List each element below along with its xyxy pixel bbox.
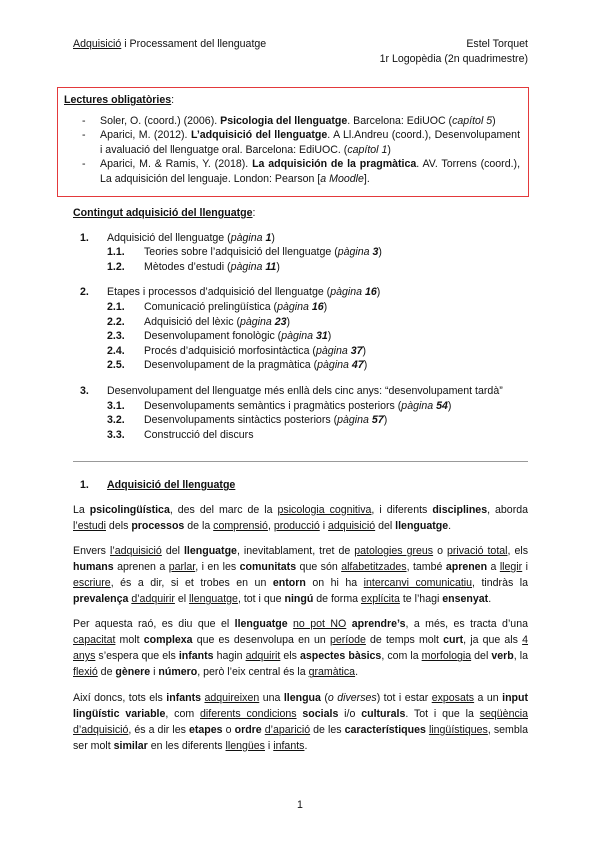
bold-term: infants [166, 691, 202, 704]
reading-chapter: capítol 5 [452, 114, 493, 127]
subchapter-title: Mètodes d’estudi (pàgina 11) [144, 260, 280, 273]
section-divider [73, 461, 528, 462]
bold-term: infants [178, 650, 214, 663]
underlined-term: flexió [73, 666, 98, 679]
bold-term: ordre [234, 723, 262, 736]
reading-authors: Soler, O. (coord.) (2006). [100, 114, 221, 127]
text-run: . [448, 519, 452, 532]
text-run: . [488, 593, 492, 606]
header-title-rest: i Processament del llenguatge [121, 38, 267, 50]
text-run: , inevitablament, tret de [236, 544, 355, 557]
underlined-term: producció [273, 519, 320, 532]
text-run: el [174, 593, 190, 606]
subchapter-number: 1.2. [107, 260, 125, 273]
text-run: molt [115, 634, 144, 647]
subchapter-page: 31 [315, 330, 328, 343]
contents-title: Contingut adquisició del llenguatge [73, 207, 253, 219]
bold-term: etapes [189, 723, 223, 736]
bold-term: comunitats [239, 560, 297, 573]
subchapter-title: Teories sobre l’adquisició del llenguatge (pàgina 3) [144, 246, 382, 259]
underlined-term: intercanvi comunicatiu [363, 576, 473, 589]
chapter-number: 1. [80, 231, 89, 244]
text-run: te l’hagi [399, 593, 443, 606]
bold-term: verb [491, 650, 514, 663]
subchapter-line [73, 300, 528, 315]
subchapter-title: Adquisició del lèxic (pàgina 23) [144, 315, 291, 328]
underlined-term: l’adquisició [109, 544, 162, 557]
bold-term: humans [73, 560, 114, 573]
underlined-term: exposats [431, 691, 475, 704]
text-run: . Tot i que la [405, 707, 480, 720]
chapter-line [73, 384, 528, 399]
text-run: del [471, 650, 492, 663]
subchapter-line [73, 399, 528, 414]
underlined-term: parlar [168, 560, 196, 573]
underlined-term: d’adquirir [131, 593, 175, 606]
text-run: en les diferents [147, 739, 226, 752]
bold-term: aspectes bàsics [299, 650, 382, 663]
underlined-term: comprensió [213, 519, 268, 532]
text-run: ( [320, 691, 328, 704]
underlined-term: gramàtica [308, 666, 356, 679]
subchapter-line [73, 413, 528, 428]
bold-term: prevalença [73, 593, 129, 606]
subchapter-title: Construcció del discurs [144, 428, 254, 441]
text-run: de forma [313, 593, 361, 606]
text-run: , des del marc de la [169, 503, 278, 516]
underlined-term: no pot NO [293, 618, 347, 631]
section-1 [73, 478, 528, 763]
underlined-term: capacitat [73, 634, 116, 647]
bold-term: llenguatge [234, 618, 288, 631]
subchapter-line [73, 329, 528, 344]
bold-term: ensenyat [442, 593, 489, 606]
text-run: Per aquesta raó, es diu que el [73, 618, 235, 631]
reading-end: ) [492, 114, 496, 127]
underlined-term: llenguatge [189, 593, 238, 606]
reading-authors: Aparici, M. & Ramis, Y. (2018). [100, 158, 253, 171]
reading-end: ) [387, 143, 391, 156]
subchapter-title: Comunicació prelingüística (pàgina 16) [144, 301, 328, 314]
chapter-title: Etapes i processos d’adquisició del llenguatge (pàgina 16) [107, 286, 381, 299]
text-run: o [222, 723, 235, 736]
underlined-term: lingüístiques [428, 723, 488, 736]
page-number: 1 [297, 799, 303, 811]
bold-term: curt [443, 634, 464, 647]
text-run: , és a dir les [128, 723, 189, 736]
bold-term: psicolingüística [89, 503, 170, 516]
bold-term: número [158, 666, 198, 679]
section-heading [73, 478, 528, 493]
subchapter-page: 16 [311, 301, 324, 314]
bold-term: llenguatge [395, 519, 449, 532]
subchapter-number: 3.3. [107, 428, 125, 441]
reading-publisher: . Barcelona: EdiUOC ( [347, 114, 453, 127]
reading-title: L’adquisició del llenguatge [190, 129, 328, 142]
reading-item [64, 114, 520, 129]
text-run: o [433, 544, 447, 557]
text-run: , els [507, 544, 529, 557]
text-run: Envers [73, 544, 110, 557]
reading-title: La adquisición de la pragmàtica [252, 158, 417, 171]
underlined-term: adquirit [245, 650, 281, 663]
subchapter-line [73, 260, 528, 275]
contents-chapters [73, 231, 528, 443]
bold-term: culturals [361, 707, 406, 720]
contents-chapter [73, 285, 528, 373]
text-run: els [280, 650, 300, 663]
underlined-term: morfologia [421, 650, 472, 663]
underlined-term: seqüència d’adquisició [73, 707, 529, 736]
underlined-term: privació total [446, 544, 508, 557]
reading-authors: Aparici, M. (2012). [100, 129, 191, 142]
text-run: , és a dir, si et trobes en un [110, 576, 273, 589]
text-run: ) tot i estar [376, 691, 432, 704]
underlined-term: adquireixen [204, 691, 260, 704]
text-run: de les [310, 723, 345, 736]
underlined-term: diferents condicions [200, 707, 297, 720]
text-run: , aborda [487, 503, 529, 516]
subchapter-page: 3 [372, 246, 379, 259]
section-title: Adquisició del llenguatge [107, 479, 236, 491]
text-run: , la [513, 650, 528, 663]
text-run: de temps molt [365, 634, 444, 647]
table-of-contents [73, 206, 528, 454]
subchapter-page: 23 [274, 315, 287, 328]
reading-chapter: capítol 1 [347, 143, 388, 156]
text-run: s’espera que els [95, 650, 179, 663]
subchapter-page: 11 [265, 260, 277, 273]
paragraph-4 [73, 690, 528, 754]
header-author-block [370, 37, 528, 66]
contents-title-row [73, 206, 528, 221]
bold-term: aprendre’s [351, 618, 406, 631]
header-underlined-word: Adquisició [73, 38, 122, 50]
subchapter-number: 2.5. [107, 359, 125, 372]
subchapter-title: Desenvolupament de la pragmàtica (pàgina 47) [144, 359, 368, 372]
text-run: del [161, 544, 184, 557]
contents-chapter [73, 231, 528, 275]
underlined-term: llengües [225, 739, 265, 752]
text-run: i/o [338, 707, 362, 720]
bold-term: similar [113, 739, 148, 752]
text-run: , com la [381, 650, 422, 663]
paragraph-3 [73, 616, 528, 680]
chapter-title: Desenvolupament del llenguatge més enllà dels cinc anys: “desenvolupament tardà” [107, 385, 503, 398]
text-run: , tot i que [237, 593, 285, 606]
bold-term: aprenen [445, 560, 488, 573]
text-run: a un [474, 691, 503, 704]
text-run: , [267, 519, 274, 532]
text-run: , i diferents [371, 503, 433, 516]
bold-term: complexa [143, 634, 193, 647]
subchapter-title: Desenvolupaments sintàctics posteriors (pàgina 57) [144, 414, 388, 427]
header-author: Estel Torquet [466, 38, 528, 50]
bold-term: processos [131, 519, 185, 532]
text-run: . [304, 739, 308, 752]
contents-chapter [73, 384, 528, 442]
text-run: La [73, 503, 90, 516]
text-run: , a més, es tracta d’una [405, 618, 528, 631]
header-course-title [73, 37, 266, 52]
chapter-page: 16 [364, 286, 377, 299]
reading-item [64, 128, 520, 157]
readings-list [64, 114, 520, 187]
bold-term: gènere [115, 666, 151, 679]
underlined-term: explícita [361, 593, 400, 606]
subchapter-title: Desenvolupament fonològic (pàgina 31) [144, 330, 332, 343]
text-run: hagin [213, 650, 246, 663]
subchapter-page: 57 [371, 414, 384, 427]
chapter-line [73, 231, 528, 246]
reading-item [64, 157, 520, 186]
readings-title-row [64, 93, 520, 108]
bold-term: característiques [344, 723, 426, 736]
text-run: i [319, 519, 329, 532]
subchapter-line [73, 245, 528, 260]
text-run: , tindràs la [472, 576, 529, 589]
underlined-term: adquisició [328, 519, 376, 532]
text-run: dels [105, 519, 132, 532]
underlined-term: escriure [73, 576, 111, 589]
paragraph-1 [73, 502, 528, 534]
subchapter-line [73, 428, 528, 443]
text-run: i [522, 560, 528, 573]
text-run: i [150, 666, 159, 679]
reading-title: Psicologia del llenguatge [220, 114, 348, 127]
bold-term: input lingüístic variable [73, 691, 529, 720]
text-run: de la [184, 519, 214, 532]
text-run: aprenen a [113, 560, 169, 573]
text-run: , també [406, 560, 446, 573]
chapter-title: Adquisició del llenguatge (pàgina 1) [107, 231, 275, 244]
text-run: , però l’eix central és la [197, 666, 309, 679]
header-course: 1r Logopèdia (2n quadrimestre) [379, 52, 528, 65]
text-run: del [375, 519, 396, 532]
reading-end: ]. [363, 173, 370, 186]
bold-term: llengua [283, 691, 321, 704]
text-run: , sembla ser molt [73, 723, 528, 752]
subchapter-title: Desenvolupaments semàntics i pragmàtics posteriors (pàgina 54) [144, 399, 452, 412]
chapter-page: 1 [265, 231, 272, 244]
readings-title: Lectures obligatòries [64, 94, 172, 106]
reading-location: a Moodle [320, 173, 364, 186]
text-run: Així doncs, tots els [73, 691, 167, 704]
paragraph-2 [73, 543, 528, 607]
text-run: a [487, 560, 500, 573]
text-run: , ja que als [463, 634, 523, 647]
underlined-term: període [329, 634, 366, 647]
subchapter-line [73, 315, 528, 330]
reading-publisher: . AV. Torrens (coord.), La adquisición del lenguaje. London: Pearson [ [100, 158, 521, 186]
subchapter-line [73, 344, 528, 359]
subchapter-number: 2.2. [107, 315, 125, 328]
subchapter-number: 2.3. [107, 330, 125, 343]
contents-title-colon: : [252, 207, 256, 219]
subchapter-number: 3.2. [107, 414, 125, 427]
text-run: , i en les [195, 560, 240, 573]
underlined-term: llegir [499, 560, 523, 573]
chapter-number: 2. [80, 286, 89, 299]
text-run: o diverses [327, 691, 377, 704]
chapter-line [73, 285, 528, 300]
underlined-term: patologies greus [354, 544, 434, 557]
underlined-term: infants [273, 739, 305, 752]
bold-term: llenguatge [183, 544, 237, 557]
bold-term: disciplines [432, 503, 488, 516]
underlined-term: d’aparició [264, 723, 311, 736]
subchapter-page: 54 [436, 399, 448, 412]
subchapter-number: 2.4. [107, 344, 125, 357]
text-run: on hi ha [305, 576, 364, 589]
reading-publisher: . A Ll.Andreu (coord.), Desenvolupament i avaluació del llenguatge oral. Barcelona: EdiUOC. ( [100, 129, 521, 156]
text-run: de [97, 666, 116, 679]
bold-term: socials [302, 707, 339, 720]
subchapter-line [73, 358, 528, 373]
section-number: 1. [80, 479, 89, 491]
text-run: i [264, 739, 274, 752]
subchapter-number: 2.1. [107, 301, 125, 314]
bold-term: entorn [272, 576, 306, 589]
subchapter-page: 37 [350, 344, 363, 357]
readings-title-colon: : [171, 94, 175, 106]
underlined-term: l’estudi [73, 519, 106, 532]
subchapter-number: 1.1. [107, 246, 125, 259]
underlined-term: alfabetitzades [341, 560, 407, 573]
bold-term: ningú [284, 593, 314, 606]
text-run: . [355, 666, 359, 679]
subchapter-page: 47 [351, 359, 364, 372]
text-run: una [259, 691, 284, 704]
underlined-term: psicologia cognitiva [277, 503, 372, 516]
text-run: que són [296, 560, 342, 573]
required-readings-box [57, 87, 529, 197]
underlined-term: 4 anys [73, 634, 529, 663]
chapter-number: 3. [80, 385, 89, 398]
text-run: que es desenvolupa en un [192, 634, 330, 647]
subchapter-number: 3.1. [107, 399, 125, 412]
text-run: , com [165, 707, 201, 720]
subchapter-title: Procés d’adquisició morfosintàctica (pàgina 37) [144, 344, 367, 357]
